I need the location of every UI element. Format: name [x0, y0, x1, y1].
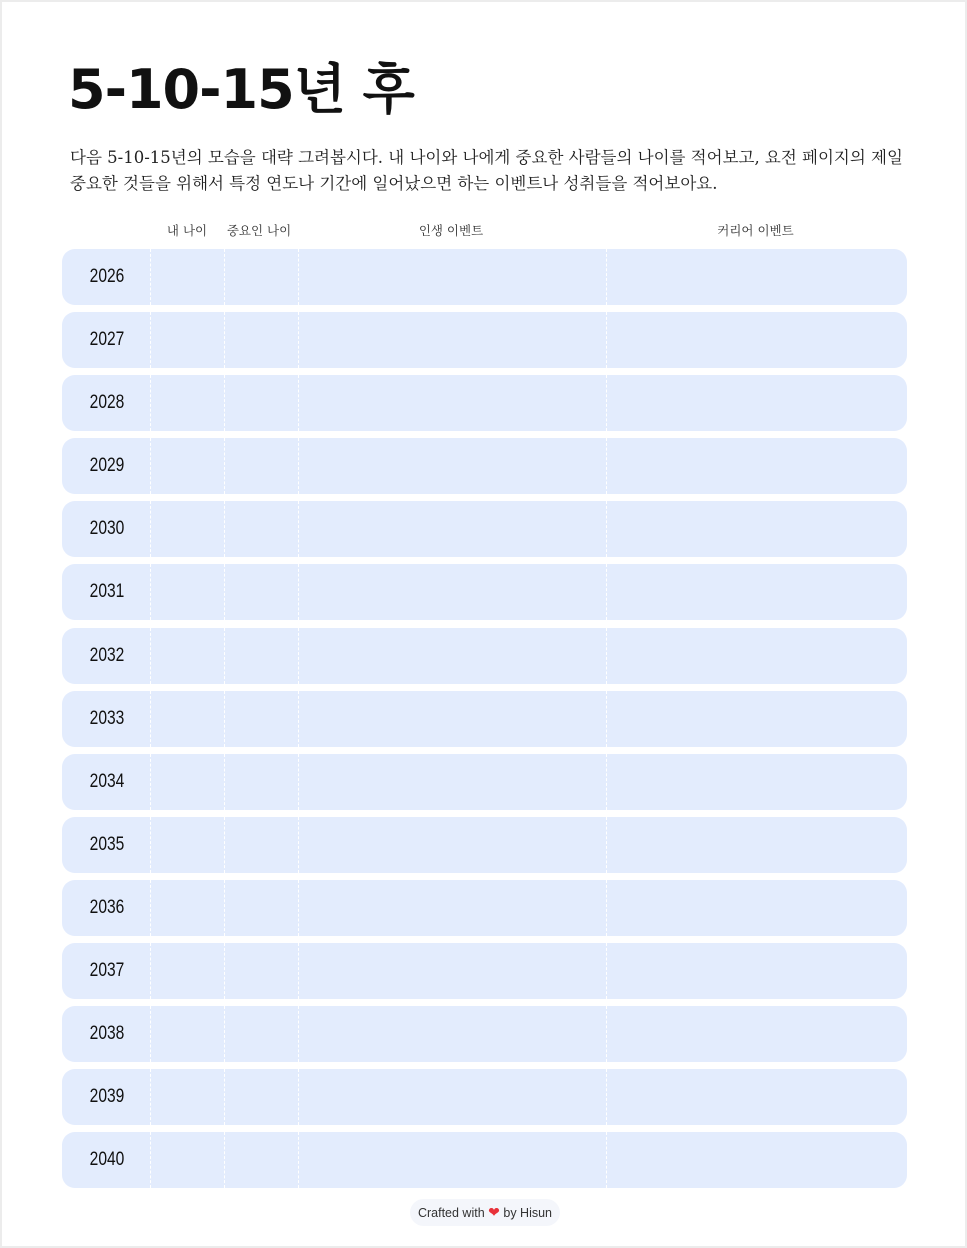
footer-suffix: by Hisun	[503, 1206, 553, 1220]
my-age-cell[interactable]	[150, 1006, 224, 1062]
year-row	[62, 1006, 907, 1062]
career-events-cell[interactable]	[606, 691, 907, 747]
career-events-cell[interactable]	[606, 1069, 907, 1125]
page-description: 다음 5-10-15년의 모습을 대략 그려봅시다. 내 나이와 나에게 중요한 사람들의 나이를 적어보고, 요전 페이지의 제일 중요한 것들을 위해서 특정 연도나 기간에 일어났으면 하는 이벤트나 성취들을 적어보아요.	[70, 148, 903, 193]
year-row	[62, 817, 907, 873]
career-events-cell[interactable]	[606, 564, 907, 620]
important-age-cell[interactable]	[224, 312, 298, 368]
important-age-cell[interactable]	[224, 754, 298, 810]
career-events-cell[interactable]	[606, 880, 907, 936]
year-label: 2027	[89, 329, 125, 351]
important-age-cell[interactable]	[224, 249, 298, 305]
my-age-cell[interactable]	[150, 312, 224, 368]
my-age-cell[interactable]	[150, 564, 224, 620]
career-events-cell[interactable]	[606, 249, 907, 305]
year-label: 2040	[89, 1149, 125, 1171]
important-age-cell[interactable]	[224, 817, 298, 873]
important-age-cell[interactable]	[224, 691, 298, 747]
year-label: 2038	[89, 1023, 125, 1045]
important-age-cell[interactable]	[224, 880, 298, 936]
life-events-cell[interactable]	[298, 375, 606, 431]
life-events-cell[interactable]	[298, 312, 606, 368]
year-row	[62, 1132, 907, 1188]
career-events-cell[interactable]	[606, 1132, 907, 1188]
column-header-important-age: 중요인 나이	[226, 223, 292, 238]
year-row	[62, 628, 907, 684]
year-rows	[62, 249, 907, 1195]
career-events-cell[interactable]	[606, 501, 907, 557]
important-age-cell[interactable]	[224, 501, 298, 557]
year-row	[62, 501, 907, 557]
heart-icon: ❤	[488, 1204, 500, 1220]
important-age-cell[interactable]	[224, 564, 298, 620]
year-label: 2034	[89, 770, 125, 792]
my-age-cell[interactable]	[150, 501, 224, 557]
important-age-cell[interactable]	[224, 375, 298, 431]
my-age-cell[interactable]	[150, 375, 224, 431]
life-events-cell[interactable]	[298, 817, 606, 873]
life-events-cell[interactable]	[298, 1132, 606, 1188]
year-row	[62, 754, 907, 810]
career-events-cell[interactable]	[606, 375, 907, 431]
my-age-cell[interactable]	[150, 1069, 224, 1125]
column-header-my-age: 내 나이	[166, 223, 208, 238]
life-events-cell[interactable]	[298, 1006, 606, 1062]
my-age-cell[interactable]	[150, 438, 224, 494]
career-events-cell[interactable]	[606, 754, 907, 810]
career-events-cell[interactable]	[606, 943, 907, 999]
year-label: 2031	[89, 581, 125, 603]
footer-prefix: Crafted with	[417, 1206, 485, 1220]
career-events-cell[interactable]	[606, 1006, 907, 1062]
my-age-cell[interactable]	[150, 249, 224, 305]
important-age-cell[interactable]	[224, 1069, 298, 1125]
career-events-cell[interactable]	[606, 312, 907, 368]
my-age-cell[interactable]	[150, 817, 224, 873]
year-label: 2030	[89, 518, 125, 540]
worksheet-page	[2, 2, 965, 1246]
important-age-cell[interactable]	[224, 438, 298, 494]
life-events-cell[interactable]	[298, 943, 606, 999]
year-label: 2026	[89, 266, 125, 287]
important-age-cell[interactable]	[224, 1132, 298, 1188]
year-label: 2035	[89, 833, 125, 855]
column-header-life-events: 인생 이벤트	[418, 223, 484, 238]
column-header-career-events: 커리어 이벤트	[717, 223, 794, 238]
life-events-cell[interactable]	[298, 564, 606, 620]
year-label: 2032	[89, 644, 125, 666]
year-label: 2028	[89, 392, 125, 414]
my-age-cell[interactable]	[150, 1132, 224, 1188]
year-row	[62, 564, 907, 620]
life-events-cell[interactable]	[298, 691, 606, 747]
career-events-cell[interactable]	[606, 817, 907, 873]
life-events-cell[interactable]	[298, 880, 606, 936]
important-age-cell[interactable]	[224, 1006, 298, 1062]
footer-badge	[410, 1199, 560, 1226]
year-label: 2037	[89, 960, 125, 982]
year-label: 2029	[89, 455, 125, 477]
year-label: 2039	[89, 1086, 125, 1108]
year-row	[62, 375, 907, 431]
career-events-cell[interactable]	[606, 628, 907, 684]
year-label: 2033	[89, 707, 125, 729]
year-row	[62, 438, 907, 494]
year-row	[62, 312, 907, 368]
important-age-cell[interactable]	[224, 628, 298, 684]
year-row	[62, 1069, 907, 1125]
year-label: 2036	[89, 896, 125, 918]
life-events-cell[interactable]	[298, 1069, 606, 1125]
life-events-cell[interactable]	[298, 628, 606, 684]
career-events-cell[interactable]	[606, 438, 907, 494]
my-age-cell[interactable]	[150, 754, 224, 810]
year-row	[62, 691, 907, 747]
my-age-cell[interactable]	[150, 943, 224, 999]
year-row	[62, 249, 907, 305]
life-events-cell[interactable]	[298, 754, 606, 810]
important-age-cell[interactable]	[224, 943, 298, 999]
year-row	[62, 880, 907, 936]
my-age-cell[interactable]	[150, 880, 224, 936]
year-row	[62, 943, 907, 999]
my-age-cell[interactable]	[150, 628, 224, 684]
life-events-cell[interactable]	[298, 501, 606, 557]
life-events-cell[interactable]	[298, 438, 606, 494]
page-title: 5-10-15년 후	[68, 58, 414, 121]
my-age-cell[interactable]	[150, 691, 224, 747]
life-events-cell[interactable]	[298, 249, 606, 305]
